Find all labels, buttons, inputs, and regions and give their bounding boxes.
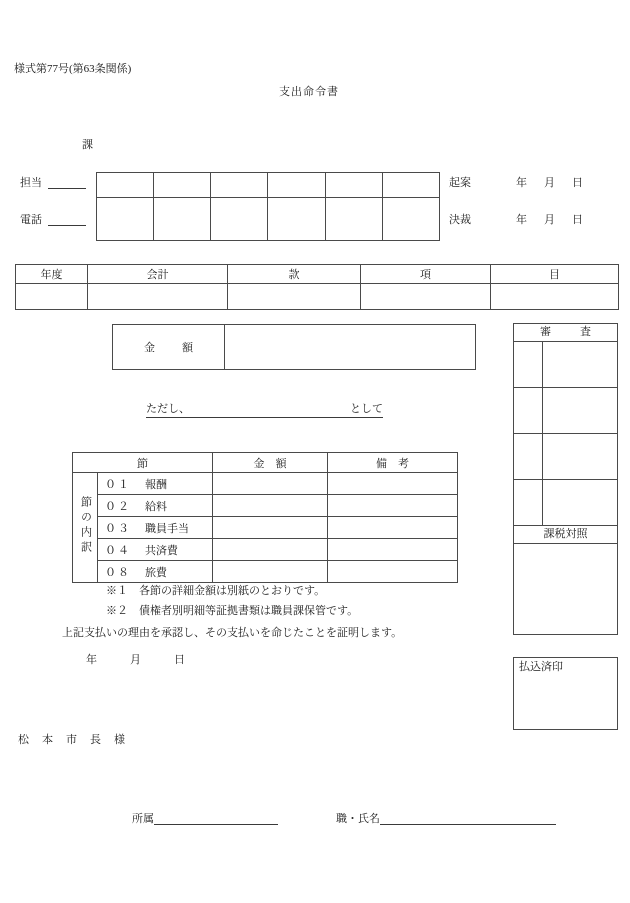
breakdown-row[interactable] [73,473,458,495]
section-label: 課 [82,139,93,151]
stamp-cell[interactable] [382,173,439,198]
proviso-line[interactable] [146,404,383,418]
page-title: 支出命令書 [279,86,339,98]
affiliation-value[interactable] [154,812,278,825]
stamp-cell[interactable] [325,198,382,241]
person-in-charge-label: 担当 [20,177,42,189]
breakdown-header-setsu: 節 [73,453,213,473]
budget-value-cell[interactable] [361,284,491,310]
review-box-header: 審 査 [514,324,617,342]
breakdown-item-name: 職員手当 [145,522,189,535]
review-slot-divider [542,388,543,433]
budget-value-cell[interactable] [491,284,619,310]
stamp-row-upper[interactable] [97,173,440,198]
title-and-name-field[interactable] [336,812,556,825]
decision-date-label: 決裁 [449,214,471,226]
person-in-charge-field[interactable] [20,177,86,189]
budget-header-cell: 年度 [16,265,88,284]
breakdown-item-remarks[interactable] [328,517,458,539]
paid-seal-box[interactable] [513,657,618,730]
form-number: 様式第77号(第63条関係) [14,63,132,75]
approval-stamp-grid[interactable] [96,172,440,241]
certification-statement: 上記支払いの理由を承認し、その支払いを命じたことを証明します。 [62,627,403,639]
note-1: ※１ 各節の詳細金額は別紙のとおりです。 [106,585,326,597]
stamp-cell[interactable] [97,173,154,198]
review-slot[interactable] [514,388,617,434]
note-2: ※２ 債権者別明細等証拠書類は職員課保管です。 [106,605,359,617]
breakdown-header-remarks: 備 考 [328,453,458,473]
tax-check-label: 課税対照 [514,526,617,544]
breakdown-item-label [98,473,213,495]
breakdown-item-name: 旅費 [145,566,167,579]
tax-check-slot[interactable] [514,544,617,589]
amount-label: 金 額 [113,325,225,370]
stamp-row-lower[interactable] [97,198,440,241]
affiliation-field[interactable] [132,812,278,825]
breakdown-row[interactable] [73,495,458,517]
draft-date-value[interactable]: 年 月 日 [516,177,586,189]
breakdown-item-label [98,539,213,561]
stamp-cell[interactable] [268,198,325,241]
breakdown-item-remarks[interactable] [328,473,458,495]
budget-header-cell: 款 [228,265,361,284]
review-box[interactable] [513,323,618,635]
breakdown-vertical-label-text: 節の内訳 [79,496,92,556]
breakdown-item-code: ０８ [105,566,131,579]
breakdown-item-amount[interactable] [213,561,328,583]
phone-label: 電話 [20,214,42,226]
budget-header-row [16,265,619,284]
phone-rule[interactable] [48,214,86,226]
budget-header-cell: 会計 [88,265,228,284]
breakdown-header-row [73,453,458,473]
stamp-cell[interactable] [154,198,211,241]
certification-date-line[interactable]: 年 月 日 [86,654,185,666]
proviso-prefix: ただし、 [146,404,190,418]
breakdown-item-label [98,495,213,517]
review-slot-divider [542,434,543,479]
breakdown-item-name: 共済費 [145,544,178,557]
budget-value-cell[interactable] [16,284,88,310]
budget-value-cell[interactable] [228,284,361,310]
breakdown-item-name: 報酬 [145,478,167,491]
title-and-name-label: 職・氏名 [336,813,380,825]
breakdown-vertical-label [73,473,98,583]
amount-box[interactable] [112,324,476,370]
stamp-cell[interactable] [211,198,268,241]
breakdown-item-code: ０１ [105,478,131,491]
breakdown-item-name: 給料 [145,500,167,513]
stamp-cell[interactable] [325,173,382,198]
proviso-value[interactable] [190,415,350,418]
person-in-charge-rule[interactable] [48,177,86,189]
stamp-cell[interactable] [382,198,439,241]
breakdown-item-label [98,561,213,583]
budget-value-row[interactable] [16,284,619,310]
stamp-cell[interactable] [154,173,211,198]
breakdown-item-code: ０４ [105,544,131,557]
breakdown-item-amount[interactable] [213,517,328,539]
breakdown-header-amount: 金 額 [213,453,328,473]
review-slot[interactable] [514,480,617,526]
paid-seal-label: 払込済印 [519,661,563,673]
review-slot-divider [542,480,543,525]
stamp-cell[interactable] [97,198,154,241]
title-and-name-value[interactable] [380,812,556,825]
review-slot[interactable] [514,434,617,480]
breakdown-row[interactable] [73,561,458,583]
breakdown-row[interactable] [73,517,458,539]
budget-header-cell: 目 [491,265,619,284]
breakdown-item-amount[interactable] [213,539,328,561]
breakdown-item-code: ０３ [105,522,131,535]
breakdown-table[interactable] [72,452,458,583]
breakdown-item-remarks[interactable] [328,539,458,561]
review-slot[interactable] [514,342,617,388]
breakdown-item-label [98,517,213,539]
phone-field[interactable] [20,214,86,226]
affiliation-label: 所属 [132,813,154,825]
breakdown-item-code: ０２ [105,500,131,513]
addressee: 松 本 市 長 様 [18,734,126,746]
budget-value-cell[interactable] [88,284,228,310]
breakdown-row[interactable] [73,539,458,561]
amount-value[interactable] [225,325,476,370]
breakdown-item-amount[interactable] [213,473,328,495]
proviso-suffix: として [350,404,383,418]
breakdown-item-remarks[interactable] [328,561,458,583]
stamp-cell[interactable] [268,173,325,198]
draft-date-label: 起案 [449,177,471,189]
stamp-cell[interactable] [211,173,268,198]
budget-header-cell: 項 [361,265,491,284]
budget-classification-table[interactable] [15,264,619,310]
review-slot-divider [542,342,543,387]
breakdown-item-remarks[interactable] [328,495,458,517]
decision-date-value[interactable]: 年 月 日 [516,214,586,226]
breakdown-item-amount[interactable] [213,495,328,517]
